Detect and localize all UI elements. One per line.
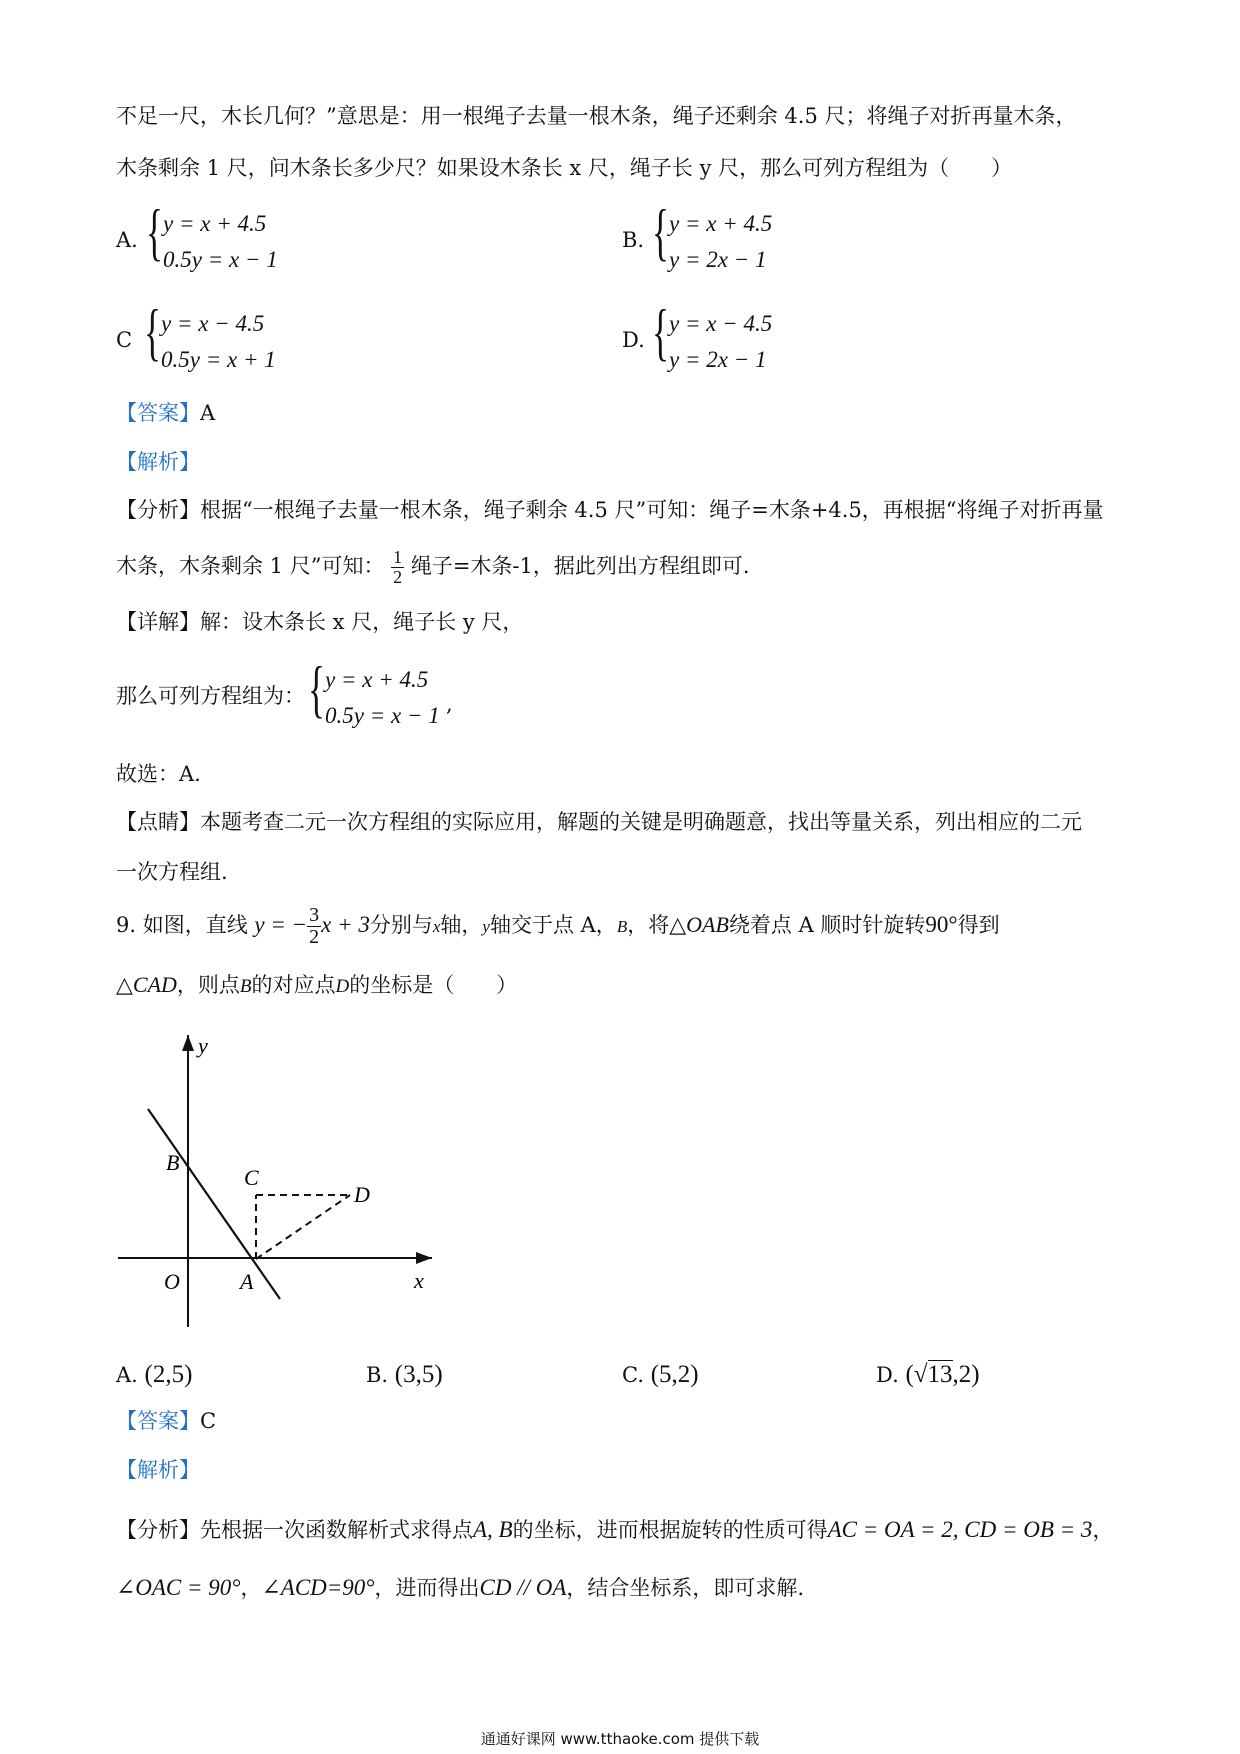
option-label: C. (622, 1363, 644, 1387)
y-axis-arrow-icon (182, 1035, 194, 1051)
line-equation: x + 3 (321, 912, 370, 937)
numerator: 3 (309, 904, 320, 926)
fraction (307, 905, 321, 948)
x-axis-arrow-icon (416, 1252, 432, 1264)
brace: { (652, 296, 669, 367)
fenxi-tag: 【分析】 (116, 498, 200, 522)
q8-fenxi-line1 (116, 500, 1104, 521)
equation-system (669, 206, 772, 278)
q9-text: 轴交于点 A， (489, 913, 617, 937)
option-value: (3,5) (394, 1361, 443, 1388)
option-label: B. (366, 1363, 389, 1387)
point-b-symbol: B (616, 917, 628, 936)
option-label: B. (622, 228, 645, 252)
q9-stem-line1 (116, 905, 1000, 948)
equation-2: 0.5y = x − 1 (163, 247, 278, 272)
answer-value: C (200, 1409, 217, 1433)
q8-system-end: , (446, 692, 453, 716)
q8-text-line1: 不足一尺，木长几何？”意思是：用一根绳子去量一根木条，绳子还剩余 4.5 尺；将绳子对折再量木条， (116, 104, 1077, 128)
q9-text: 分别与 (369, 913, 433, 937)
xiangjie-tag: 【详解】 (116, 610, 200, 634)
q8-jiexi-tag: 【解析】 (116, 450, 200, 474)
equation-2: 0.5y = x + 1 (161, 347, 276, 372)
q9-text: 得到 (957, 913, 1000, 937)
fenxi-text: 根据“一根绳子去量一根木条，绳子剩余 4.5 尺”可知：绳子=木条+4.5，再根据“将绳子对折再量 (200, 498, 1104, 522)
option-value: (5,2) (650, 1361, 699, 1388)
fraction (391, 548, 404, 587)
label-b: B (166, 1150, 180, 1175)
equation-1: y = x + 4.5 (163, 211, 267, 236)
angle-acd: ∠ACD=90° (261, 1575, 375, 1600)
equation-2: 0.5y = x − 1 (325, 703, 440, 728)
answer-tag: 【答案】 (116, 401, 200, 425)
brace: { (652, 196, 669, 267)
option-label: C (116, 328, 133, 352)
angle-90: 90° (925, 912, 958, 937)
q9-option-b (366, 1362, 443, 1387)
answer-value: A (200, 401, 216, 425)
option-label: A. (116, 228, 138, 252)
triangle-oab: △OAB (669, 912, 729, 937)
option-label: A. (116, 1363, 138, 1387)
point-d-symbol: D (335, 976, 350, 997)
q9-text: 的对应点 (251, 973, 336, 997)
q9-text: 轴， (440, 913, 483, 937)
label-a: A (240, 1269, 254, 1294)
q9-text: ，则点 (176, 973, 240, 997)
option-value: ,2) (952, 1361, 980, 1388)
q9-text: ，将 (627, 913, 670, 937)
triangle-cad: △CAD (116, 972, 177, 997)
q9-answer (116, 1411, 216, 1432)
fenxi-text: 木条，木条剩余 1 尺”可知： (116, 553, 385, 578)
label-y: y (198, 1033, 208, 1058)
fenxi-text: 的坐标，进而根据旋转的性质可得 (512, 1518, 828, 1542)
brace: { (144, 296, 161, 367)
y-symbol: y (482, 917, 490, 936)
q8-dianjing-line1 (116, 812, 1082, 833)
q9-fenxi-line1 (116, 1518, 1113, 1541)
equation-1: y = x + 4.5 (669, 211, 773, 236)
q9-text: 绕着点 A 顺时针旋转 (728, 913, 926, 937)
answer-tag: 【答案】 (116, 1409, 200, 1433)
q9-text: 9. 如图，直线 (116, 913, 255, 937)
segment-ad (256, 1195, 350, 1259)
q8-xiangjie (116, 612, 523, 633)
dianjing-tag: 【点睛】 (116, 810, 200, 834)
fenxi-tag: 【分析】 (116, 1518, 200, 1542)
point-b-symbol: B (239, 976, 252, 997)
brace: { (146, 196, 163, 267)
dianjing-text: 本题考查二元一次方程组的实际应用，解题的关键是明确题意，找出等量关系，列出相应的二元 (200, 810, 1082, 834)
equation-1: y = x − 4.5 (669, 311, 773, 336)
line-equation: y = − (254, 912, 308, 937)
label-d: D (354, 1182, 370, 1207)
points-ab: A, B (473, 1517, 513, 1542)
q8-guxuan: 故选：A. (116, 762, 201, 786)
numerator: 1 (393, 547, 403, 567)
denominator: 2 (393, 566, 403, 587)
equation-system (669, 306, 772, 378)
q8-system-brace: { (308, 653, 325, 724)
q9-option-d (876, 1362, 980, 1387)
label-c: C (244, 1165, 259, 1190)
fenxi-text: ，进而得出 (374, 1576, 480, 1600)
q9-fenxi-line2 (116, 1576, 804, 1599)
fenxi-text: ， (240, 1576, 262, 1600)
option-value: ( (905, 1361, 914, 1388)
equation-system (163, 206, 278, 278)
q9-option-c (622, 1362, 699, 1387)
q8-text-line2: 木条剩余 1 尺，问木条长多少尺？如果设木条长 x 尺，绳子长 y 尺，那么可列方程组为（ ） (116, 156, 1013, 180)
denominator: 2 (309, 926, 320, 948)
equation-2: y = 2x − 1 (669, 347, 767, 372)
q8-solution-system (325, 662, 440, 734)
equation-system (161, 306, 276, 378)
fenxi-text: ， (1092, 1518, 1114, 1542)
label-o: O (164, 1269, 180, 1294)
parallel-cd-oa: CD // OA (479, 1575, 567, 1600)
q9-option-a (116, 1362, 192, 1387)
option-value: (2,5) (144, 1361, 193, 1388)
option-label: D. (622, 328, 645, 352)
angle-oac: ∠OAC = 90° (116, 1575, 241, 1600)
equation-2: y = 2x − 1 (669, 247, 767, 272)
label-x: x (414, 1268, 424, 1293)
fenxi-text: ，结合坐标系，即可求解. (566, 1576, 805, 1600)
equation-1: y = x + 4.5 (325, 667, 429, 692)
x-symbol: x (432, 917, 441, 936)
q8-answer (116, 403, 215, 424)
page-footer: 通通好课网 www.tthaoke.com 提供下载 (480, 1730, 760, 1748)
xiangjie-text: 解：设木条长 x 尺，绳子长 y 尺， (200, 610, 524, 634)
q9-text: 的坐标是（ ） (349, 973, 518, 997)
q9-coordinate-figure (110, 1015, 450, 1345)
q8-system-intro: 那么可列方程组为： (116, 684, 305, 708)
q9-stem-line2 (116, 974, 517, 996)
fenxi-text: 先根据一次函数解析式求得点 (200, 1518, 473, 1542)
q8-fenxi-line2 (116, 548, 750, 587)
fenxi-text: 绳子=木条-1，据此列出方程组即可. (410, 553, 750, 578)
equation-1: y = x − 4.5 (161, 311, 265, 336)
sqrt-radicand: 13 (927, 1361, 953, 1388)
q9-jiexi-tag: 【解析】 (116, 1458, 200, 1482)
sqrt-icon: √ (913, 1361, 928, 1388)
q8-dianjing-line2: 一次方程组. (116, 860, 228, 884)
equality-chain: AC = OA = 2, CD = OB = 3 (827, 1517, 1093, 1542)
option-label: D. (876, 1363, 899, 1387)
